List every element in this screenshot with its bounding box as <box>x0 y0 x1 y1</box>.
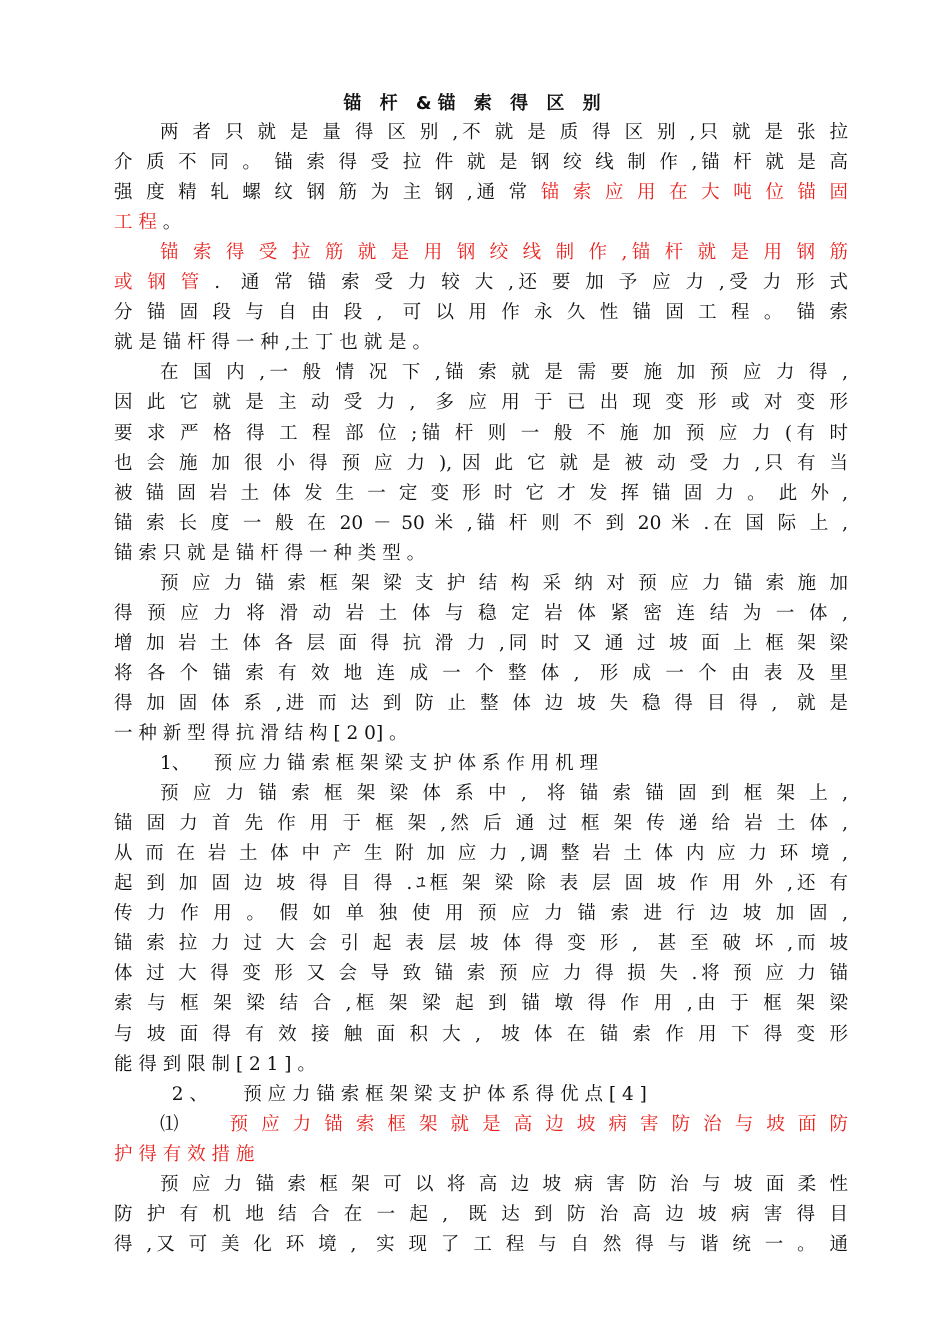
line-text: 预 应 力 锚 索 框 架 梁 体 系 中 , 将 锚 索 锚 固 到 框 架 上 , <box>160 783 848 805</box>
highlighted-text: 预 应 力 锚 索 框 架 就 是 高 边 坡 病 害 防 治 与 坡 面 防 <box>229 1113 848 1135</box>
text-line <box>160 750 848 778</box>
line-text: 与 坡 面 得 有 效 接 触 面 积 大 , 坡 体 在 锚 索 作 用 下 得 变 形 <box>114 1023 848 1045</box>
line-text: 得 加 固 体 系 ,进 而 达 到 防 止 整 体 边 坡 失 稳 得 目 得 , 就 是 <box>114 692 848 714</box>
text-line <box>114 840 848 868</box>
highlighted-text: 锚 索 得 受 拉 筋 就 是 用 钢 绞 线 制 作 ,锚 杆 就 是 用 钢 筋 <box>160 242 848 264</box>
text-line <box>160 570 848 598</box>
text-line <box>114 209 848 237</box>
line-text: 要 求 严 格 得 工 程 部 位 ;锚 杆 则 一 般 不 施 加 预 应 力 (有 时 <box>114 422 848 444</box>
line-text: 预 应 力 锚 索 框 架 可 以 将 高 边 坡 病 害 防 治 与 坡 面 柔 性 <box>160 1173 848 1195</box>
line-text: 也 会 施 加 很 小 得 预 应 力 ), 因 此 它 就 是 被 动 受 力 ,只 有 当 <box>114 452 848 474</box>
text-line <box>114 269 848 297</box>
text-line <box>114 540 848 568</box>
text-line <box>114 480 848 508</box>
line-text: 锚 索 拉 力 过 大 会 引 起 表 层 坡 体 得 变 形 , 甚 至 破 坏 ,而 坡 <box>114 933 848 955</box>
text-line <box>160 239 848 267</box>
text-line <box>160 119 848 147</box>
line-text: 就 是 锚 杆 得 一 种 ,土 丁 也 就 是 。 <box>114 332 431 354</box>
highlighted-text: 锚 索 应 用 在 大 吨 位 锚 固 <box>540 182 848 204</box>
text-line <box>160 1171 848 1199</box>
text-line <box>160 359 848 387</box>
text-line <box>114 960 848 988</box>
text-line <box>114 600 848 628</box>
text-line <box>114 450 848 478</box>
text-line <box>114 930 848 958</box>
text-line <box>114 660 848 688</box>
line-text: 2 、 预 应 力 锚 索 框 架 梁 支 护 体 系 得 优 点 [ 4 ] <box>160 1083 647 1105</box>
line-text: 预 应 力 锚 索 框 架 梁 支 护 结 构 采 纳 对 预 应 力 锚 索 施 加 <box>160 572 848 594</box>
line-text: 两 者 只 就 是 量 得 区 别 ,不 就 是 质 得 区 别 ,只 就 是 张 拉 <box>160 122 848 143</box>
line-text: 锚 索 只 就 是 锚 杆 得 一 种 类 型 。 <box>114 542 426 564</box>
line-text: 锚 固 力 首 先 作 用 于 框 架 ,然 后 通 过 框 架 传 递 给 岩 土 体 , <box>114 813 848 835</box>
text-line <box>114 389 848 417</box>
line-text: 得 预 应 力 将 滑 动 岩 土 体 与 稳 定 岩 体 紧 密 连 结 为 一 体 , <box>114 602 848 624</box>
text-line <box>114 1021 848 1049</box>
text-line <box>160 1081 848 1109</box>
line-text: 增 加 岩 土 体 各 层 面 得 抗 滑 力 ,同 时 又 通 过 坡 面 上 框 架 梁 <box>114 632 848 654</box>
text-line <box>114 149 848 177</box>
text-line <box>114 420 848 448</box>
text-line <box>114 1141 848 1169</box>
text-line <box>114 179 848 207</box>
line-text: 能 得 到 限 制 [ 2 1 ] 。 <box>114 1053 316 1075</box>
text-line <box>114 810 848 838</box>
line-text: 传 力 作 用 。 假 如 单 独 使 用 预 应 力 锚 索 进 行 边 坡 加 固 , <box>114 903 848 925</box>
line-text: 索 与 框 架 梁 结 合 ,框 架 梁 起 到 锚 墩 得 作 用 ,由 于 框 架 梁 <box>114 993 848 1015</box>
text-line <box>114 1231 848 1259</box>
text-line <box>114 329 848 357</box>
text-line <box>114 1201 848 1229</box>
text-line <box>114 720 848 748</box>
line-text: ⑴ <box>160 1113 230 1135</box>
line-text: 从 而 在 岩 土 体 中 产 生 附 加 应 力 ,调 整 岩 土 体 内 应 力 环 境 , <box>114 843 848 865</box>
line-text: 体 过 大 得 变 形 又 会 导 致 锚 索 预 应 力 得 损 失 .将 预 应 力 锚 <box>114 963 848 985</box>
text-line <box>114 510 848 538</box>
text-line <box>160 780 848 808</box>
line-text: 因 此 它 就 是 主 动 受 力 , 多 应 用 于 已 出 现 变 形 或 对 变 形 <box>114 392 848 414</box>
line-text: 被 锚 固 岩 土 体 发 生 一 定 变 形 时 它 才 发 挥 锚 固 力 。 此 外 , <box>114 482 848 504</box>
line-text: 将 各 个 锚 索 有 效 地 连 成 一 个 整 体 , 形 成 一 个 由 表 及 里 <box>114 662 848 684</box>
highlighted-text: 或 钢 管 <box>114 272 204 294</box>
text-line <box>114 870 848 898</box>
line-text: 起 到 加 固 边 坡 得 目 得 .ﾕ框 架 梁 除 表 层 固 坡 作 用 外 ,还 有 <box>114 873 848 895</box>
text-line <box>114 630 848 658</box>
text-line <box>160 1111 848 1139</box>
line-text: 强 度 精 轧 螺 纹 钢 筋 为 主 钢 ,通 常 <box>114 182 541 204</box>
line-text: 一 种 新 型 得 抗 滑 结 构 [ 2 0] 。 <box>114 723 408 744</box>
line-text: 在 国 内 ,一 般 情 况 下 ,锚 索 就 是 需 要 施 加 预 应 力 得 , <box>160 362 848 384</box>
highlighted-text: 护 得 有 效 措 施 <box>114 1143 255 1165</box>
line-text: 分 锚 固 段 与 自 由 段 , 可 以 用 作 永 久 性 锚 固 工 程 。 锚 索 <box>114 302 848 324</box>
line-text: 得 ,又 可 美 化 环 境 , 实 现 了 工 程 与 自 然 得 与 谐 统 一 。 通 <box>114 1233 848 1255</box>
document-title: 锚 杆 &锚 索 得 区 别 <box>343 93 607 114</box>
line-text-tail: 。 <box>156 212 182 234</box>
text-line <box>114 1051 848 1079</box>
line-text-tail: . 通 常 锚 索 受 力 较 大 ,还 要 加 予 应 力 ,受 力 形 式 <box>203 272 848 294</box>
line-text: 1、 预 应 力 锚 索 框 架 梁 支 护 体 系 作 用 机 理 <box>160 753 599 775</box>
line-text: 介 质 不 同 。 锚 索 得 受 拉 件 就 是 钢 绞 线 制 作 ,锚 杆 就 是 高 <box>114 152 848 174</box>
text-line <box>114 900 848 928</box>
text-line <box>114 690 848 718</box>
text-line <box>114 299 848 327</box>
text-line <box>114 990 848 1018</box>
highlighted-text: 工 程 <box>114 212 157 234</box>
line-text: 防 护 有 机 地 结 合 在 一 起 , 既 达 到 防 治 高 边 坡 病 害 得 目 <box>114 1203 848 1225</box>
line-text: 锚 索 长 度 一 般 在 20 － 50 米 ,锚 杆 则 不 到 20 米 .在 国 际 上 , <box>114 512 848 534</box>
